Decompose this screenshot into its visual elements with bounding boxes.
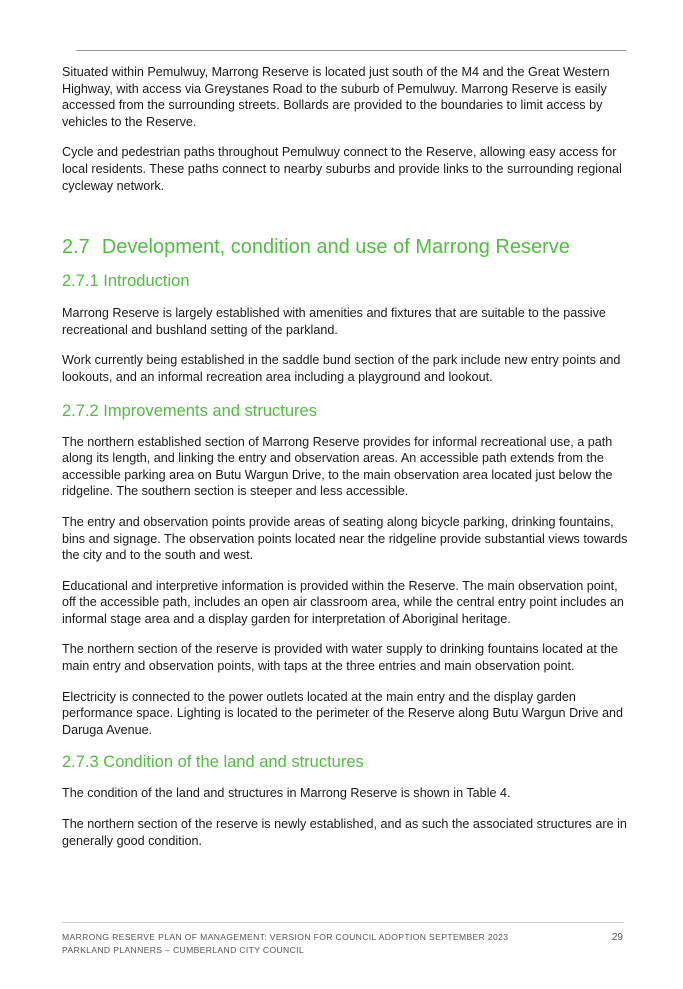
subsection-heading-condition: 2.7.3 Condition of the land and structures [62,753,364,772]
footer-divider [62,922,624,923]
body-paragraph: Marrong Reserve is largely established with amenities and fixtures that are suitable to the passive recreational and bushland setting of the parkland. [62,306,606,337]
body-paragraph: Work currently being established in the saddle bund section of the park include new entry points and lookouts, and an informal recreation area including a playground and lookout. [62,353,621,384]
body-paragraph: The northern section of the reserve is provided with water supply to drinking fountains located at the main entry and observation points, with taps at the three entries and main observation point. [62,642,618,674]
body-paragraph: Electricity is connected to the power outlets located at the main entry and the display garden performance space. Lighting is located to the perimeter of the Reserve along Butu Wargun Drive and Daruga Avenue. [62,689,623,737]
intro-paragraph: Situated within Pemulwuy, Marrong Reserve is located just south of the M4 and the Great Western Highway, with access via Greystanes Road to the suburb of Pemulwuy. Marrong Reserve is easily accessed from the surrounding streets. Bollards are provided to the boundaries to limit access by vehicles to the Reserve. [62,65,610,129]
body-paragraph: The northern section of the reserve is newly established, and as such the associated structures are in generally good condition. [62,817,627,848]
body-paragraph: The northern established section of Marrong Reserve provides for informal recreational use, a path along its length, and linking the entry and observation areas. An accessible path extends from the accessible parking area on Butu Wargun Drive, to the main observation area located just below the ridgeline. The southern section is steeper and less accessible. [62,434,613,499]
subsection-heading-improvements: 2.7.2 Improvements and structures [62,401,317,420]
footer [62,931,624,957]
body-paragraph: Educational and interpretive information is provided within the Reserve. The main observation point, off the accessible path, includes an open air classroom area, while the central entry point includes an informal stage area and a display garden for interpretation of Aboriginal heritage. [62,578,624,626]
body-paragraph: The entry and observation points provide areas of seating along bicycle parking, drinking fountains, bins and signage. The observation points located near the ridgeline provide substantial views towards the city and to the south and west. [62,514,628,563]
section-heading [62,234,632,260]
page-content [62,60,632,849]
body-paragraph: The condition of the land and structures in Marrong Reserve is shown in Table 4. [62,786,511,801]
section-title: Development, condition and use of Marrong Reserve [101,236,570,259]
page-number: 29 [611,932,623,943]
intro-paragraph: Cycle and pedestrian paths throughout Pemulwuy connect to the Reserve, allowing easy access for local residents. These paths connect to nearby suburbs and provide links to the surrounding regional cycleway network. [62,145,622,193]
subsection-heading-introduction: 2.7.1 Introduction [62,272,190,291]
footer-document-title: MARRONG RESERVE PLAN OF MANAGEMENT: VERSION FOR COUNCIL ADOPTION SEPTEMBER 2023 [62,932,509,942]
footer-author: PARKLAND PLANNERS – CUMBERLAND CITY COUNCIL [62,945,305,955]
section-number: 2.7 [62,236,90,259]
header-divider [76,50,626,51]
